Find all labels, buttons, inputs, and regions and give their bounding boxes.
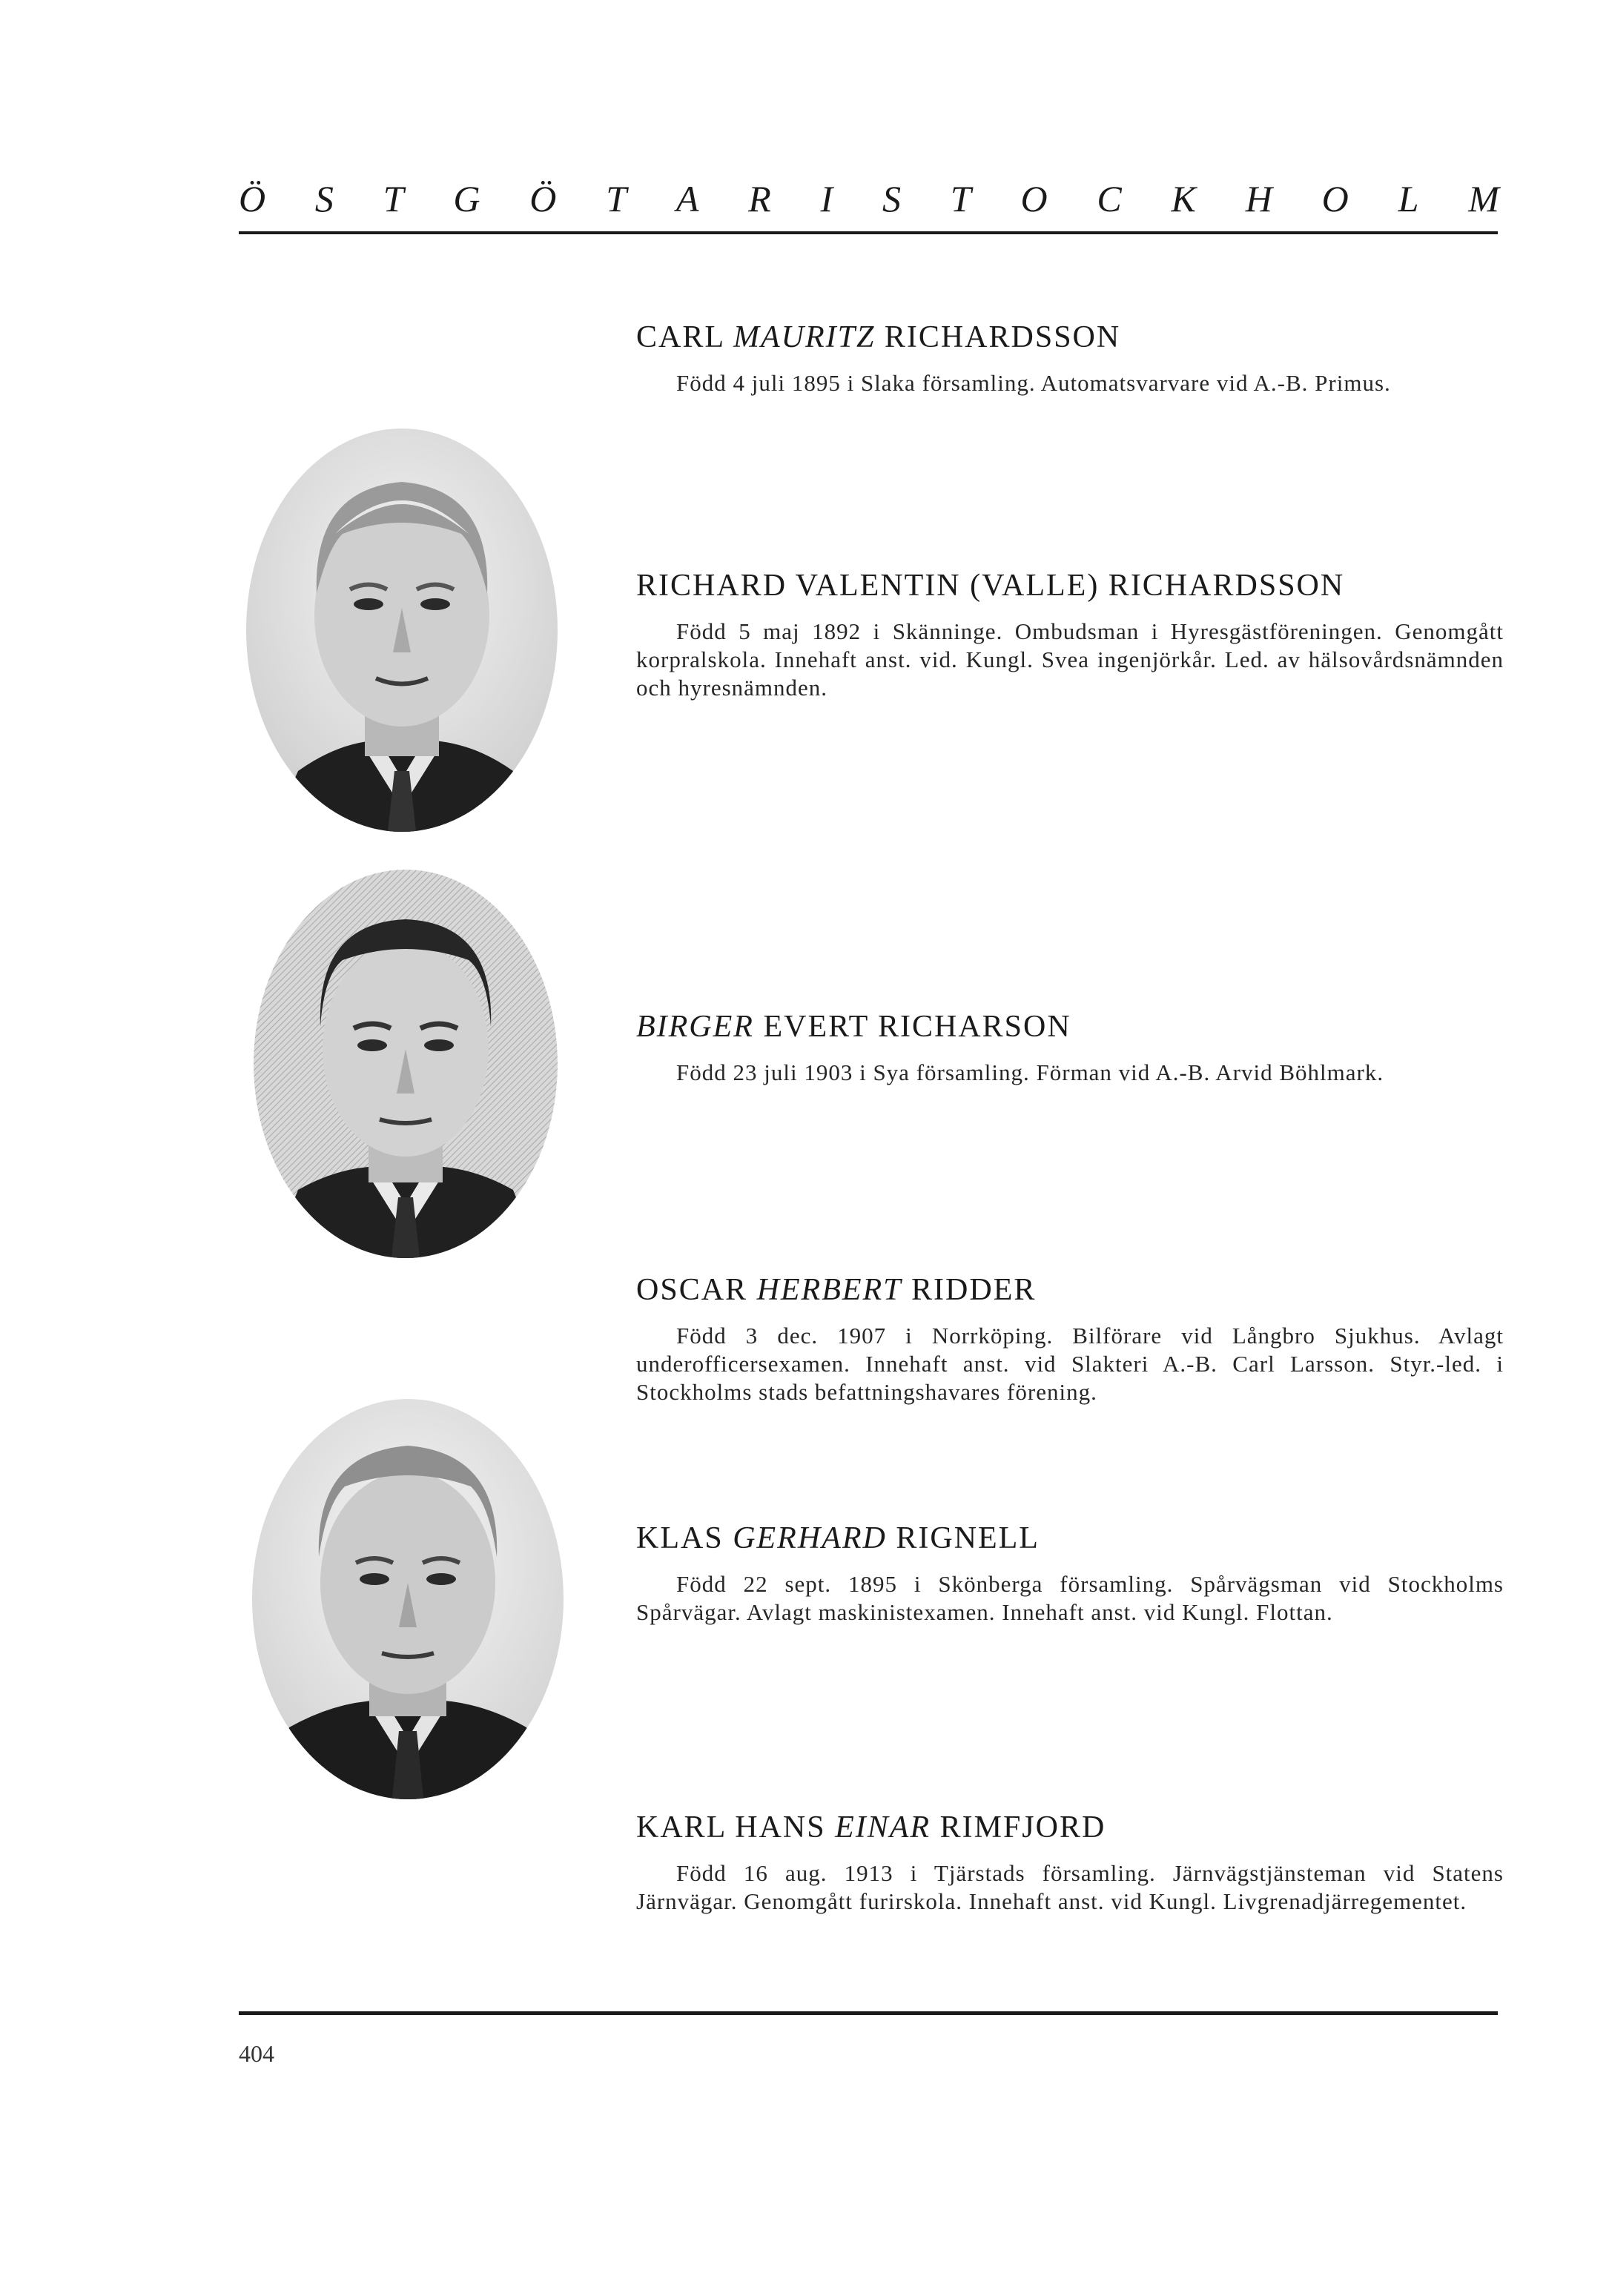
person-name: CARL MAURITZ RICHARDSSON (636, 320, 1121, 354)
running-head-letter: Ö (529, 178, 557, 219)
running-head-letter: I (820, 178, 833, 219)
portrait-photo (245, 1394, 571, 1805)
running-head-letter: L (1398, 178, 1419, 219)
running-head-letter: M (1468, 178, 1499, 219)
running-head-letter: O (1321, 178, 1349, 219)
person-bio: Född 22 sept. 1895 i Skönberga församling. Spårvägsman vid Stockholms Spårvägar. Avlagt maskinistexamen. Innehaft anst. vid Kungl. Flottan. (636, 1571, 1504, 1625)
person-bio: Född 3 dec. 1907 i Norrköping. Bilförare vid Långbro Sjukhus. Avlagt underofficersexamen. Innehaft anst. vid Slakteri A.-B. Carl Larsson. Styr.-led. i Stockholms stads befattningshavares förening. (636, 1323, 1504, 1405)
running-head-letter: G (453, 178, 480, 219)
running-head-letter: R (748, 178, 771, 219)
person-bio: Född 23 juli 1903 i Sya församling. Förman vid A.-B. Arvid Böhlmark. (676, 1059, 1384, 1085)
portrait-photo (239, 423, 565, 838)
biography-entry (636, 319, 1504, 397)
person-name: OSCAR HERBERT RIDDER (636, 1273, 1037, 1307)
running-head-letter: S (314, 178, 334, 219)
person-name: RICHARD VALENTIN (VALLE) RICHARDSSON (636, 569, 1345, 603)
biography-entry (636, 1271, 1504, 1406)
biography-entry (636, 1008, 1504, 1087)
running-head-letter: T (606, 178, 627, 219)
running-head-letter: T (383, 178, 404, 219)
running-head (239, 176, 1499, 221)
running-head-letter: H (1245, 178, 1272, 219)
portrait-photo (246, 864, 565, 1264)
person-name: KLAS GERHARD RIGNELL (636, 1521, 1040, 1555)
person-bio: Född 16 aug. 1913 i Tjärstads församling. Järnvägstjänsteman vid Statens Järnvägar. Genomgått furirskola. Innehaft anst. vid Kungl. Livgrenadjärregementet. (636, 1860, 1504, 1914)
running-head-letter: T (950, 178, 971, 219)
person-name: KARL HANS EINAR RIMFJORD (636, 1810, 1106, 1845)
page-number: 404 (239, 2040, 274, 2067)
person-bio: Född 5 maj 1892 i Skänninge. Ombudsman i Hyresgästföreningen. Genomgått korpralskola. Innehaft anst. vid. Kungl. Svea ingenjörkår. Led. av hälsovårdsnämnden och hyresnämnden. (636, 618, 1504, 701)
running-head-letter: K (1171, 178, 1196, 219)
biography-entry (636, 1809, 1504, 1916)
running-head-letter: A (675, 178, 699, 219)
person-bio: Född 4 juli 1895 i Slaka församling. Automatsvarvare vid A.-B. Primus. (676, 370, 1391, 396)
biography-entry (636, 1520, 1504, 1627)
footer-rule (239, 2011, 1498, 2015)
person-name: BIRGER EVERT RICHARSON (636, 1010, 1071, 1044)
biography-entry (636, 567, 1504, 702)
running-head-letter: C (1097, 178, 1122, 219)
running-head-letter: O (1020, 178, 1048, 219)
running-head-letter: Ö (239, 178, 266, 219)
running-head-letter: S (882, 178, 902, 219)
header-rule (239, 231, 1498, 234)
